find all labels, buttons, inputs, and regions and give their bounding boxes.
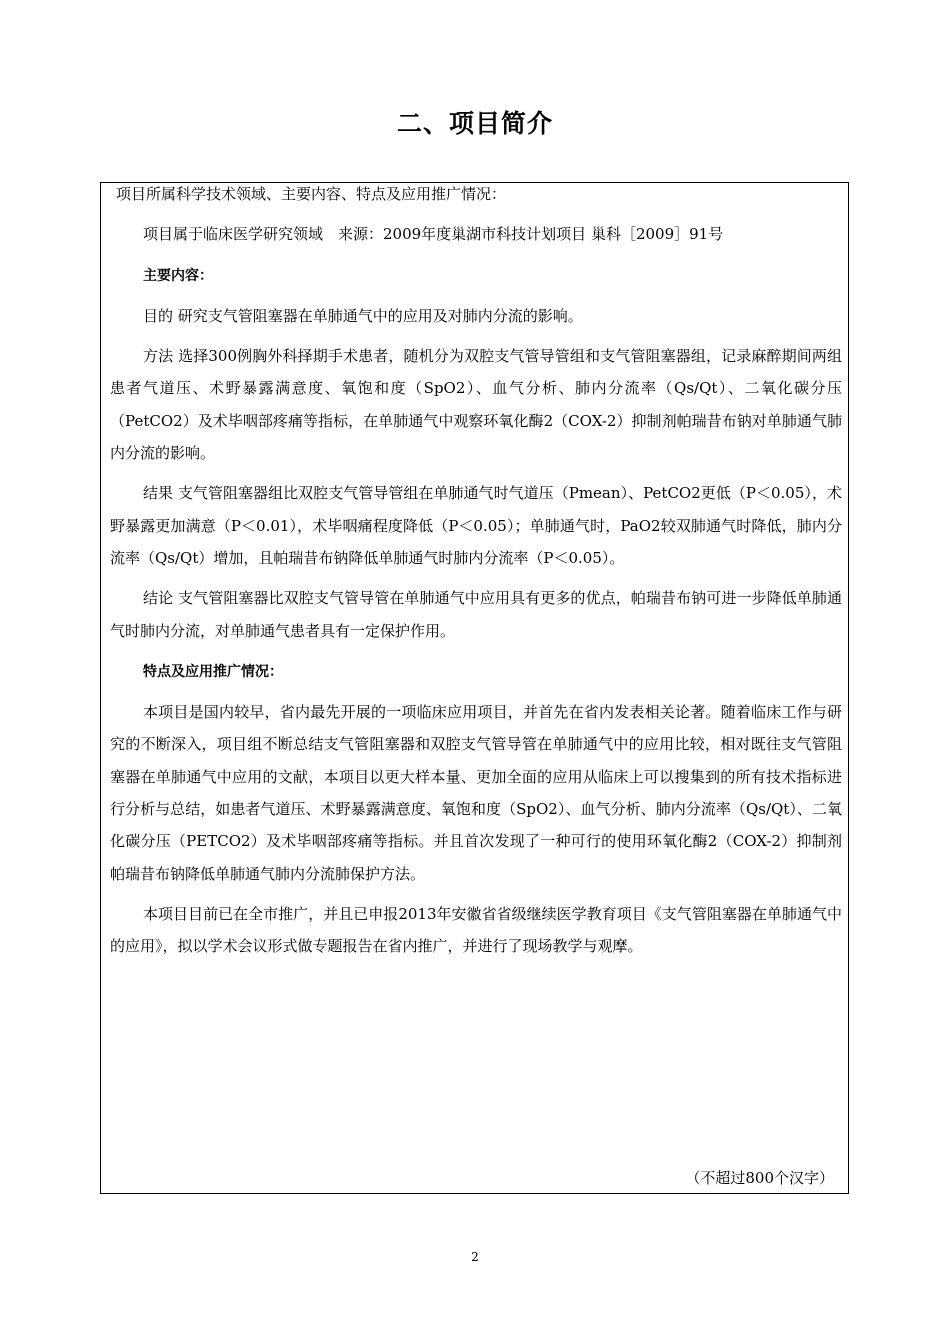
- objective-paragraph: 目的 研究支气管阻塞器在单肺通气中的应用及对肺内分流的影响。: [143, 306, 583, 325]
- features-heading: [110, 655, 842, 688]
- result-paragraph: 结果 支气管阻塞器组比双腔支气管导管组在单肺通气时气道压（Pmean）、PetCO2更低（P＜0.05），术野暴露更加满意（P＜0.01），术毕咽痛程度降低（P＜0.05）；单肺通气时，PaO2较双肺通气时降低，肺内分流率（Qs/Qt）增加，且帕瑞昔布钠降低单肺通气时肺内分流率（P＜0.05）。: [110, 484, 842, 567]
- method-paragraph: 方法 选择300例胸外科择期手术患者，随机分为双腔支气管导管组和支气管阻塞器组，记录麻醉期间两组患者气道压、术野暴露满意度、氧饱和度（SpO2）、血气分析、肺内分流率（Qs/Qt）、二氧化碳分压（PetCO2）及术毕咽部疼痛等指标，在单肺通气中观察环氧化酶2（COX-2）抑制剂帕瑞昔布钠对单肺通气肺内分流的影响。: [110, 347, 842, 463]
- features-heading-text: 特点及应用推广情况：: [143, 663, 283, 680]
- project-summary-box: [100, 182, 849, 1194]
- features-paragraph-1: 本项目是国内较早，省内最先开展的一项临床应用项目，并首先在省内发表相关论著。随着临床工作与研究的不断深入，项目组不断总结支气管阻塞器和双腔支气管导管在单肺通气中的应用比较，相对既往支气管阻塞器在单肺通气中应用的文献，本项目以更大样本量、更加全面的应用从临床上可以搜集到的所有技术指标进行分析与总结，如患者气道压、术野暴露满意度、氧饱和度（SpO2）、血气分析、肺内分流率（Qs/Qt）、二氧化碳分压（PETCO2）及术毕咽部疼痛等指标。并且首次发现了一种可行的使用环氧化酶2（COX-2）抑制剂帕瑞昔布钠降低单肺通气肺内分流肺保护方法。: [110, 703, 842, 883]
- main-content-heading: [110, 259, 842, 292]
- main-content-heading-text: 主要内容：: [143, 267, 213, 284]
- conclusion-paragraph: 结论 支气管阻塞器比双腔支气管导管在单肺通气中应用具有更多的优点，帕瑞昔布钠可进一步降低单肺通气时肺内分流，对单肺通气患者具有一定保护作用。: [110, 589, 842, 640]
- page-number: 2: [471, 1250, 479, 1264]
- intro-heading: 项目所属科学技术领域、主要内容、特点及应用推广情况：: [116, 185, 507, 203]
- summary-content: [110, 183, 842, 963]
- word-limit-note: （不超过800个汉字）: [685, 1169, 834, 1187]
- page-title: 二、项目简介: [396, 109, 553, 138]
- features-paragraph-2: 本项目目前已在全市推广，并且已申报2013年安徽省省级继续医学教育项目《支气管阻塞器在单肺通气中的应用》，拟以学术会议形式做专题报告在省内推广，并进行了现场教学与观摩。: [110, 904, 842, 956]
- field-line: 项目属于临床医学研究领域 来源：2009年度巢湖市科技计划项目 巢科［2009］91号: [143, 225, 724, 244]
